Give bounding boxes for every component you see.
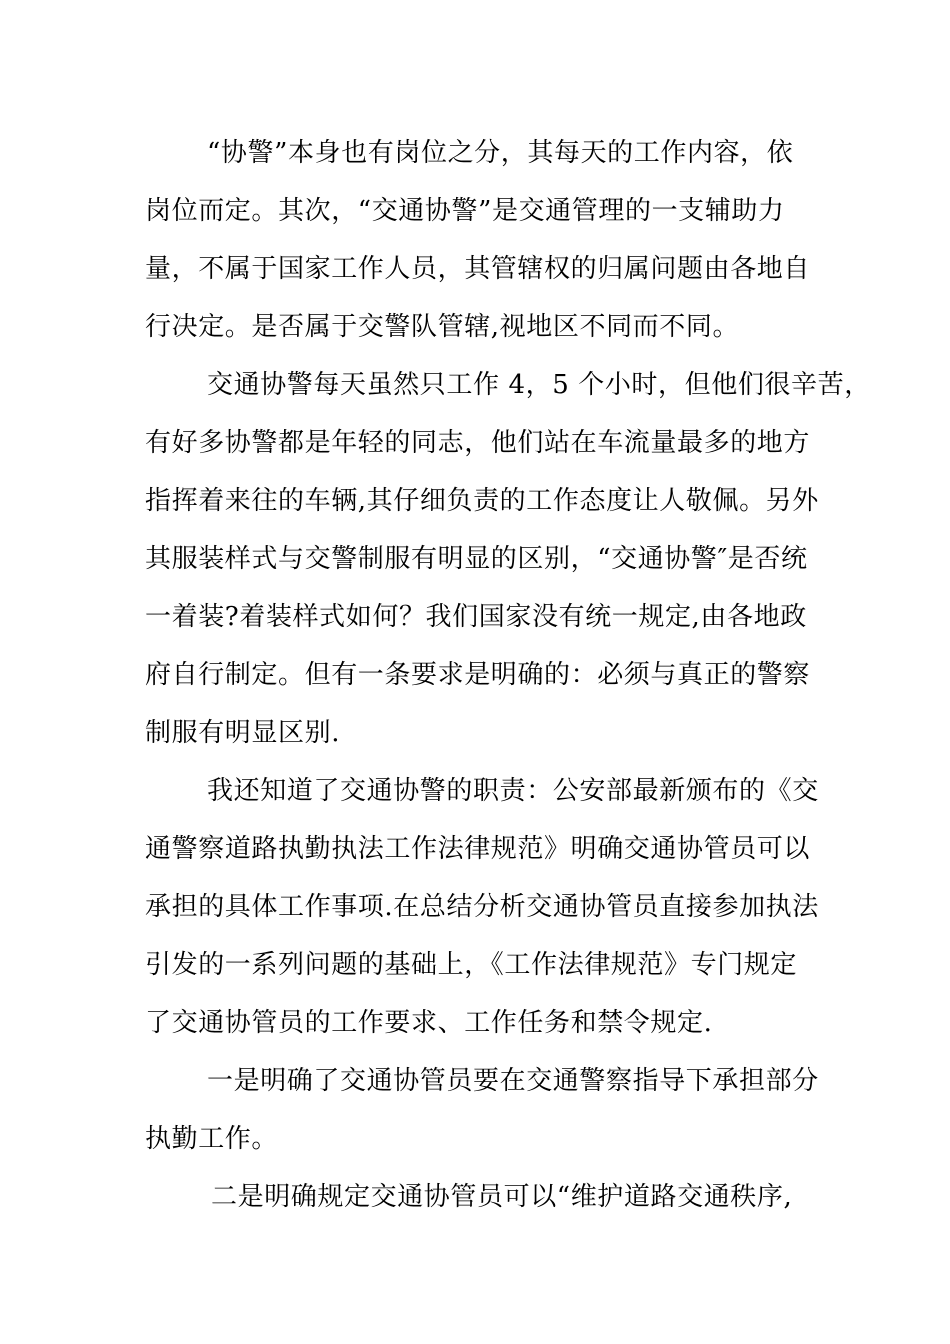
paragraph-line: 量，不属于国家工作人员，其管辖权的归属问题由各地自	[145, 254, 811, 284]
paragraph-line: 其服装样式与交警制服有明显的区别，“交通协警″是否统	[145, 544, 808, 574]
paragraph-line: 指挥着来往的车辆,其仔细负责的工作态度让人敬佩。另外	[145, 486, 819, 516]
paragraph-line: 承担的具体工作事项.在总结分析交通协管员直接参加执法	[145, 892, 819, 922]
paragraph-line: 一是明确了交通协管员要在交通警察指导下承担部分	[207, 1066, 819, 1096]
paragraph-line: 行决定。是否属于交警队管辖,视地区不同而不同。	[145, 312, 740, 342]
paragraph-line: 二是明确规定交通协管员可以“维护道路交通秩序,	[211, 1182, 793, 1212]
paragraph	[145, 1052, 819, 1168]
document-body	[145, 124, 871, 1226]
paragraph-line: 府自行制定。但有一条要求是明确的：必须与真正的警察	[145, 660, 811, 690]
paragraph	[145, 762, 819, 1052]
paragraph-line: 有好多协警都是年轻的同志，他们站在车流量最多的地方	[145, 428, 811, 458]
paragraph	[145, 356, 871, 762]
paragraph	[145, 124, 815, 356]
paragraph-line: 执勤工作。	[145, 1124, 279, 1154]
paragraph-line: 了交通协管员的工作要求、工作任务和禁令规定.	[145, 1008, 713, 1038]
paragraph-line: 制服有明显区别.	[145, 718, 341, 748]
paragraph-line: 我还知道了交通协警的职责：公安部最新颁布的《交	[207, 776, 819, 806]
paragraph-line: 交通协警每天虽然只工作 4，5 个小时，但他们很辛苦，	[207, 370, 871, 400]
paragraph-line: 一着装?着装样式如何？我们国家没有统一规定,由各地政	[145, 602, 807, 632]
paragraph-line: 引发的一系列问题的基础上，《工作法律规范》专门规定	[145, 950, 798, 980]
paragraph-line: 岗位而定。其次，“交通协警”是交通管理的一支辅助力	[145, 196, 785, 226]
paragraph	[145, 1168, 815, 1226]
paragraph-line: “协警”本身也有岗位之分，其每天的工作内容，依	[207, 138, 794, 168]
paragraph-line: 通警察道路执勤执法工作法律规范》明确交通协管员可以	[145, 834, 811, 864]
